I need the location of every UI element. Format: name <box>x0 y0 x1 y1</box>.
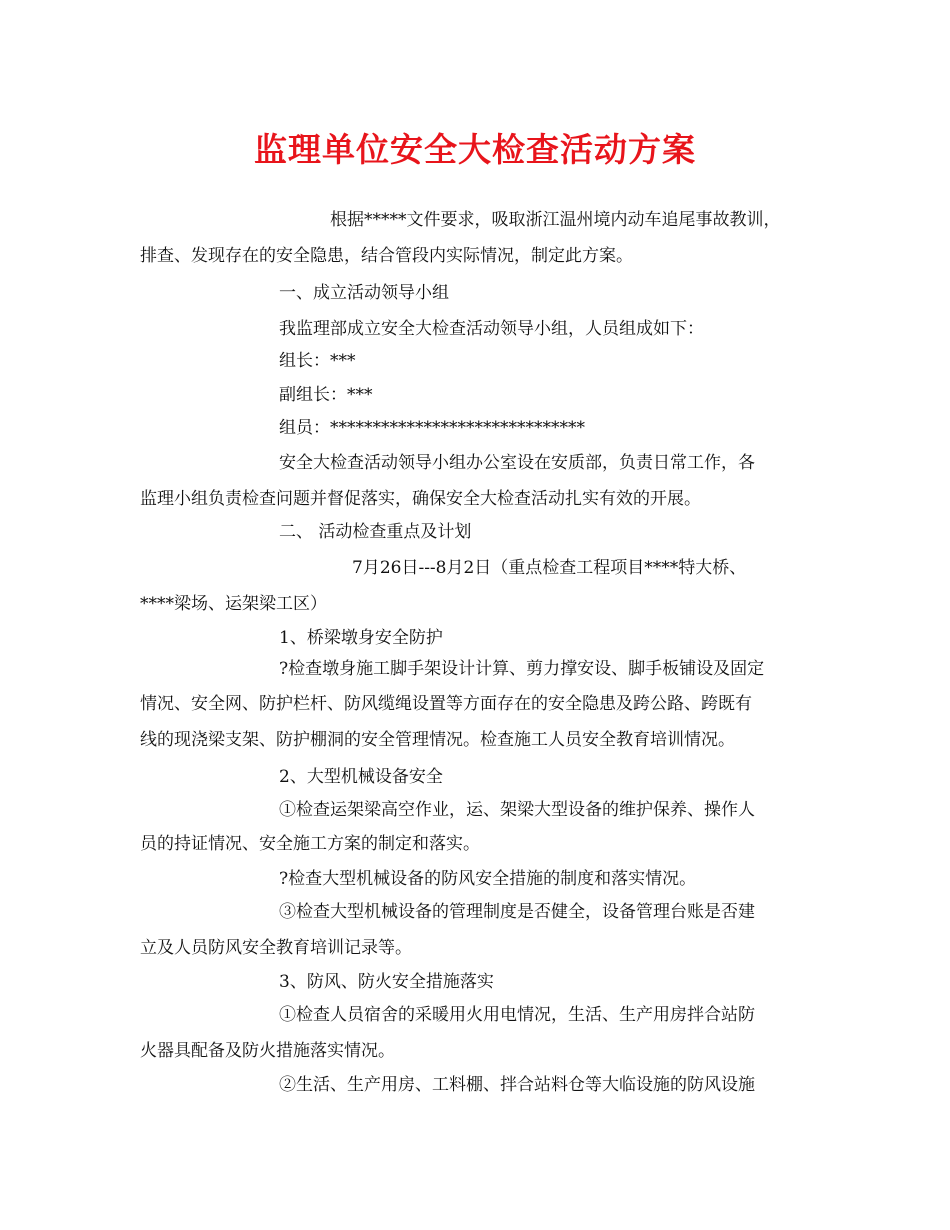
section-heading: 二、 活动检查重点及计划 <box>279 522 472 542</box>
subsection-heading: 1、桥梁墩身安全防护 <box>279 628 443 648</box>
paragraph-line: 监理小组负责检查问题并督促落实，确保安全大检查活动扎实有效的开展。 <box>140 489 701 509</box>
paragraph-line: ③检查大型机械设备的管理制度是否健全，设备管理台账是否建 <box>279 902 755 922</box>
paragraph-line: 员的持证情况、安全施工方案的制定和落实。 <box>140 834 480 854</box>
paragraph-line: 副组长：*** <box>279 385 373 405</box>
paragraph-line: ②生活、生产用房、工料棚、拌合站料仓等大临设施的防风设施 <box>279 1075 755 1095</box>
subsection-heading: 3、防风、防火安全措施落实 <box>279 972 494 992</box>
paragraph-line: 根据*****文件要求，吸取浙江温州境内动车追尾事故教训， <box>330 210 781 230</box>
paragraph-line: 排查、发现存在的安全隐患，结合管段内实际情况，制定此方案。 <box>140 246 633 266</box>
paragraph-line: 组员：****************************** <box>279 418 585 438</box>
paragraph-line: 立及人员防风安全教育培训记录等。 <box>140 938 412 958</box>
paragraph-line: 我监理部成立安全大检查活动领导小组，人员组成如下： <box>279 319 704 339</box>
section-heading: 一、成立活动领导小组 <box>279 283 449 303</box>
paragraph-line: 7月26日---8月2日（重点检查工程项目****特大桥、 <box>352 558 747 578</box>
paragraph-line: ①检查人员宿舍的采暖用火用电情况，生活、生产用房拌合站防 <box>279 1005 755 1025</box>
paragraph-line: 安全大检查活动领导小组办公室设在安质部，负责日常工作，各 <box>279 453 755 473</box>
paragraph-line: 组长：*** <box>279 351 356 371</box>
paragraph-line: ?检查墩身施工脚手架设计计算、剪力撑安设、脚手板铺设及固定 <box>279 659 765 679</box>
paragraph-line: 火器具配备及防火措施落实情况。 <box>140 1041 395 1061</box>
paragraph-line: 线的现浇梁支架、防护棚洞的安全管理情况。检查施工人员安全教育培训情况。 <box>140 730 735 750</box>
paragraph-line: ①检查运架梁高空作业，运、架梁大型设备的维护保养、操作人 <box>279 800 755 820</box>
paragraph-line: ?检查大型机械设备的防风安全措施的制度和落实情况。 <box>279 869 697 889</box>
subsection-heading: 2、大型机械设备安全 <box>279 767 443 787</box>
paragraph-line: ****梁场、运架梁工区） <box>140 594 327 614</box>
document-title: 监理单位安全大检查活动方案 <box>254 130 696 169</box>
paragraph-line: 情况、安全网、防护栏杆、防风缆绳设置等方面存在的安全隐患及跨公路、跨既有 <box>140 694 752 714</box>
